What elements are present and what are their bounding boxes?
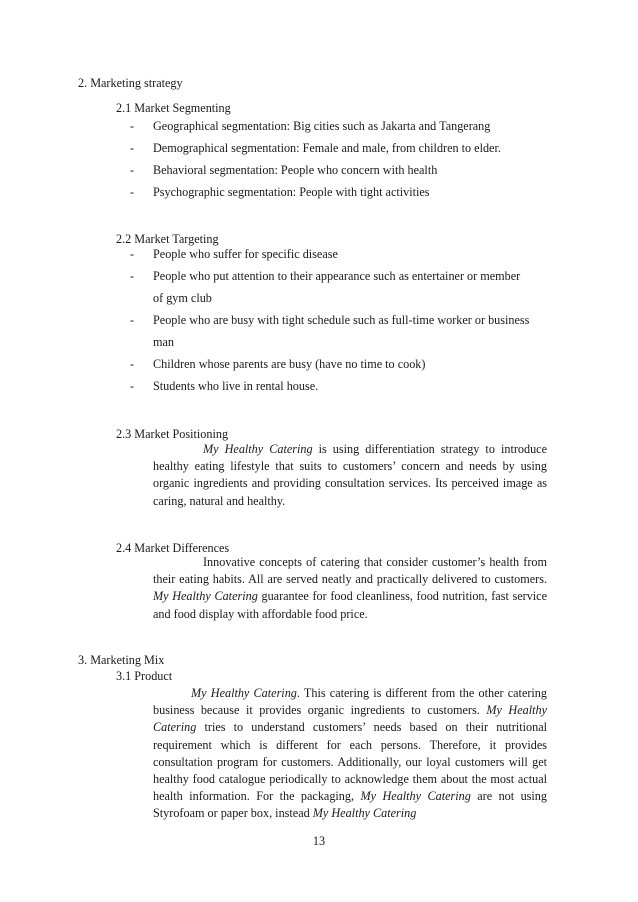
section-2-1-heading: 2.1 Market Segmenting [116, 101, 231, 115]
brand-name: My Healthy Catering [360, 789, 471, 804]
bullet-dash: - [130, 357, 135, 371]
paragraph-text: guarantee for food cleanliness, food nutrition, fast service and food display with affordable food price. [153, 589, 548, 621]
target-item: People who put attention to their appearance such as entertainer or member [153, 269, 521, 283]
bullet-dash: - [130, 379, 135, 393]
brand-name: My Healthy Catering [153, 589, 258, 604]
segment-item: Psychographic segmentation: People with tight activities [153, 185, 430, 199]
page-number: 13 [312, 834, 326, 848]
bullet-dash: - [130, 313, 135, 327]
section-2-2-heading: 2.2 Market Targeting [116, 232, 219, 246]
paragraph-text: tries to understand customers’ needs based on their nutritional requirement which is different for each persons. Therefore, it provides consultation program for customers. Additionally, our loyal customers will get healthy food catalogue periodically to acknowledge them about the most actual health information. For the packaging, [153, 720, 547, 804]
target-item: People who are busy with tight schedule such as full-time worker or business [153, 313, 530, 327]
target-item: Students who live in rental house. [153, 379, 319, 393]
bullet-dash: - [130, 185, 135, 199]
product-paragraph [153, 685, 547, 823]
brand-name: My Healthy Catering [203, 442, 313, 456]
paragraph-text: are not using Styrofoam or paper box, instead [153, 789, 547, 821]
section-3-1-heading: 3.1 Product [116, 669, 173, 683]
paragraph-text: Innovative concepts of catering that consider customer’s health from their eating habits. All are served neatly and practically delivered to customers. [153, 555, 547, 587]
target-item: People who suffer for specific disease [153, 247, 338, 261]
segment-item: Geographical segmentation: Big cities such as Jakarta and Tangerang [153, 119, 491, 133]
section-3-heading: 3. Marketing Mix [78, 653, 165, 667]
brand-name: My Healthy Catering [191, 686, 297, 700]
section-2-4-heading: 2.4 Market Differences [116, 541, 230, 555]
bullet-dash: - [130, 163, 135, 177]
bullet-dash: - [130, 269, 135, 283]
paragraph-text: . This catering is different from the other catering business because it provides organic ingredients to customers. [153, 686, 547, 718]
paragraph-text: is using differentiation strategy to introduce healthy eating lifestyle that suits to customers’ concern and needs by using organic ingredients and providing consultation services. Its perceived image as caring, natural and healthy. [153, 442, 547, 508]
section-2-3-heading: 2.3 Market Positioning [116, 427, 229, 441]
segment-item: Demographical segmentation: Female and male, from children to elder. [153, 141, 501, 155]
positioning-paragraph [153, 441, 547, 510]
bullet-dash: - [130, 119, 135, 133]
target-item-continued: of gym club [153, 291, 212, 305]
target-item-continued: man [153, 335, 174, 349]
brand-name: My Healthy Catering [153, 703, 547, 735]
section-2-heading: 2. Marketing strategy [78, 76, 183, 90]
brand-name: My Healthy Catering [312, 806, 417, 821]
target-item: Children whose parents are busy (have no time to cook) [153, 357, 426, 371]
bullet-dash: - [130, 247, 135, 261]
differences-paragraph [153, 554, 547, 623]
segment-item: Behavioral segmentation: People who concern with health [153, 163, 438, 177]
bullet-dash: - [130, 141, 135, 155]
